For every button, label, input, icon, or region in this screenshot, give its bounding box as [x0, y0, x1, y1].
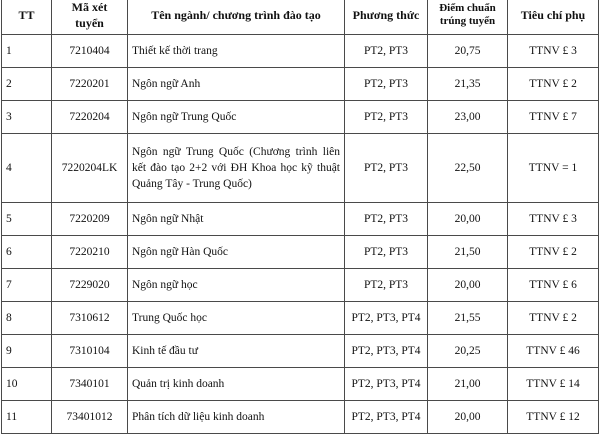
cell-name: Ngôn ngữ Trung Quốc (Chương trình liên kết đào tạo 2+2 với ĐH Khoa học kỹ thuật Quảng Tây - Trung Quốc)	[128, 134, 345, 203]
cell-method: PT2, PT3	[345, 203, 428, 236]
cell-score: 21,00	[428, 368, 508, 401]
cell-score: 22,50	[428, 134, 508, 203]
cell-criteria: TTNV £ 3	[508, 35, 599, 68]
cell-code: 7220204	[52, 101, 128, 134]
header-name: Tên ngành/ chương trình đào tạo	[128, 0, 345, 35]
cell-tt: 8	[2, 302, 52, 335]
table-row	[2, 401, 599, 434]
cell-code: 7310612	[52, 302, 128, 335]
cell-name: Kinh tế đầu tư	[128, 335, 345, 368]
cell-tt: 1	[2, 35, 52, 68]
cell-name: Ngôn ngữ Hàn Quốc	[128, 236, 345, 269]
cell-code: 7340101	[52, 368, 128, 401]
cell-method: PT2, PT3	[345, 101, 428, 134]
cell-criteria: TTNV £ 2	[508, 302, 599, 335]
table-row	[2, 203, 599, 236]
cell-criteria: TTNV £ 3	[508, 203, 599, 236]
cell-method: PT2, PT3, PT4	[345, 401, 428, 434]
cell-name: Ngôn ngữ Nhật	[128, 203, 345, 236]
cell-tt: 7	[2, 269, 52, 302]
cell-code: 7220201	[52, 68, 128, 101]
cell-score: 20,00	[428, 401, 508, 434]
cell-code: 7229020	[52, 269, 128, 302]
cell-method: PT2, PT3	[345, 236, 428, 269]
table-body	[2, 35, 599, 434]
cell-tt: 10	[2, 368, 52, 401]
cell-tt: 11	[2, 401, 52, 434]
cell-method: PT2, PT3, PT4	[345, 335, 428, 368]
cell-method: PT2, PT3, PT4	[345, 302, 428, 335]
header-method: Phương thức	[345, 0, 428, 35]
table-row	[2, 101, 599, 134]
cell-score: 23,00	[428, 101, 508, 134]
cell-score: 21,50	[428, 236, 508, 269]
cell-tt: 2	[2, 68, 52, 101]
cell-criteria: TTNV £ 7	[508, 101, 599, 134]
cell-score: 21,55	[428, 302, 508, 335]
header-row	[2, 0, 599, 35]
table-row	[2, 35, 599, 68]
header-tt: TT	[2, 0, 52, 35]
cell-name: Thiết kế thời trang	[128, 35, 345, 68]
table-row	[2, 335, 599, 368]
cell-criteria: TTNV £ 6	[508, 269, 599, 302]
cell-tt: 3	[2, 101, 52, 134]
cell-method: PT2, PT3	[345, 134, 428, 203]
cell-score: 20,75	[428, 35, 508, 68]
cell-criteria: TTNV = 1	[508, 134, 599, 203]
cell-name: Phân tích dữ liệu kinh doanh	[128, 401, 345, 434]
cell-score: 20,00	[428, 203, 508, 236]
cell-criteria: TTNV £ 2	[508, 68, 599, 101]
cell-score: 20,00	[428, 269, 508, 302]
table-row	[2, 236, 599, 269]
cell-tt: 5	[2, 203, 52, 236]
table-row	[2, 269, 599, 302]
cell-code: 7220210	[52, 236, 128, 269]
header-score-line1: Điểm chuẩn	[439, 2, 496, 14]
cell-score: 20,25	[428, 335, 508, 368]
cell-tt: 9	[2, 335, 52, 368]
cell-code: 73401012	[52, 401, 128, 434]
cell-name: Quản trị kinh doanh	[128, 368, 345, 401]
cell-name: Ngôn ngữ học	[128, 269, 345, 302]
header-code: Mã xét tuyển	[52, 0, 128, 35]
cell-score: 21,35	[428, 68, 508, 101]
cell-code: 7220209	[52, 203, 128, 236]
cell-criteria: TTNV £ 12	[508, 401, 599, 434]
cell-code: 7210404	[52, 35, 128, 68]
cell-criteria: TTNV £ 2	[508, 236, 599, 269]
cell-code: 7220204LK	[52, 134, 128, 203]
admission-scores-table	[1, 0, 599, 434]
cell-name: Ngôn ngữ Trung Quốc	[128, 101, 345, 134]
cell-method: PT2, PT3	[345, 35, 428, 68]
cell-name: Trung Quốc học	[128, 302, 345, 335]
cell-method: PT2, PT3, PT4	[345, 368, 428, 401]
cell-method: PT2, PT3	[345, 269, 428, 302]
cell-criteria: TTNV £ 46	[508, 335, 599, 368]
table-row	[2, 302, 599, 335]
cell-tt: 6	[2, 236, 52, 269]
cell-name: Ngôn ngữ Anh	[128, 68, 345, 101]
table-header	[2, 0, 599, 35]
header-score	[428, 0, 508, 35]
cell-criteria: TTNV £ 14	[508, 368, 599, 401]
cell-tt: 4	[2, 134, 52, 203]
table-row	[2, 368, 599, 401]
header-score-line2: trúng tuyển	[439, 15, 496, 27]
cell-code: 7310104	[52, 335, 128, 368]
header-criteria: Tiêu chí phụ	[508, 0, 599, 35]
table-row	[2, 134, 599, 203]
cell-method: PT2, PT3	[345, 68, 428, 101]
table-row	[2, 68, 599, 101]
